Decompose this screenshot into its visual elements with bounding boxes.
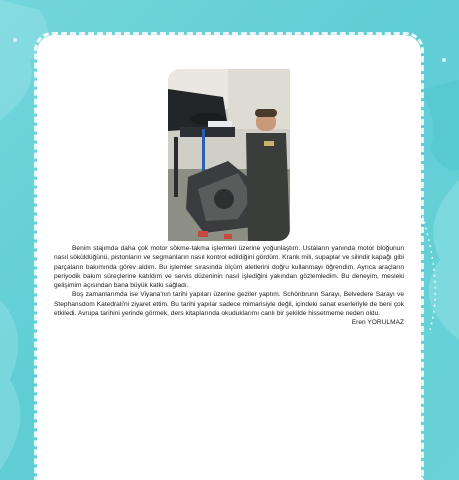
document-page bbox=[40, 38, 418, 480]
paragraph-internship: Benim stajımda daha çok motor sökme-takma işlemleri üzerine yoğunlaştım. Ustaların yanında motor bloğunun nasıl söküldüğünü, pistonların ve segmanların nasıl kontrol edildiğini gördüm. Krank mili, supaplar ve silindir kapağı gibi parçaların bakımında görev aldım. Bu işlemler sırasında ölçüm aletlerini doğru kullanmayı öğrendim. Ayrıca araçların periyodik bakım süreçlerine katıldım ve servis düzeninin nasıl işlediğini yakından gözlemledim. Bu deneyim, mesleki gelişimim açısından bana büyük katkı sağladı. bbox=[54, 245, 404, 290]
paragraph-vienna: Boş zamanlarımda ise Viyana'nın tarihi yapıları üzerine geziler yaptım. Schönbrunn Sarayı, Belvedere Sarayı ve Stephansdom Katedrali'ni ziyaret ettim. Bu tarihi yapılar sadece mimarisiyle değil, içindeki sanat eserleriyle de beni çok etkiledi. Avrupa tarihini yerinde görmek, ders kitaplarında okuduklarımı canlı bir şekilde hissetmeme neden oldu. bbox=[54, 291, 404, 318]
workshop-photo bbox=[168, 69, 290, 241]
author-signature: Eren YORULMAZ bbox=[351, 319, 404, 327]
body-text bbox=[54, 244, 404, 328]
